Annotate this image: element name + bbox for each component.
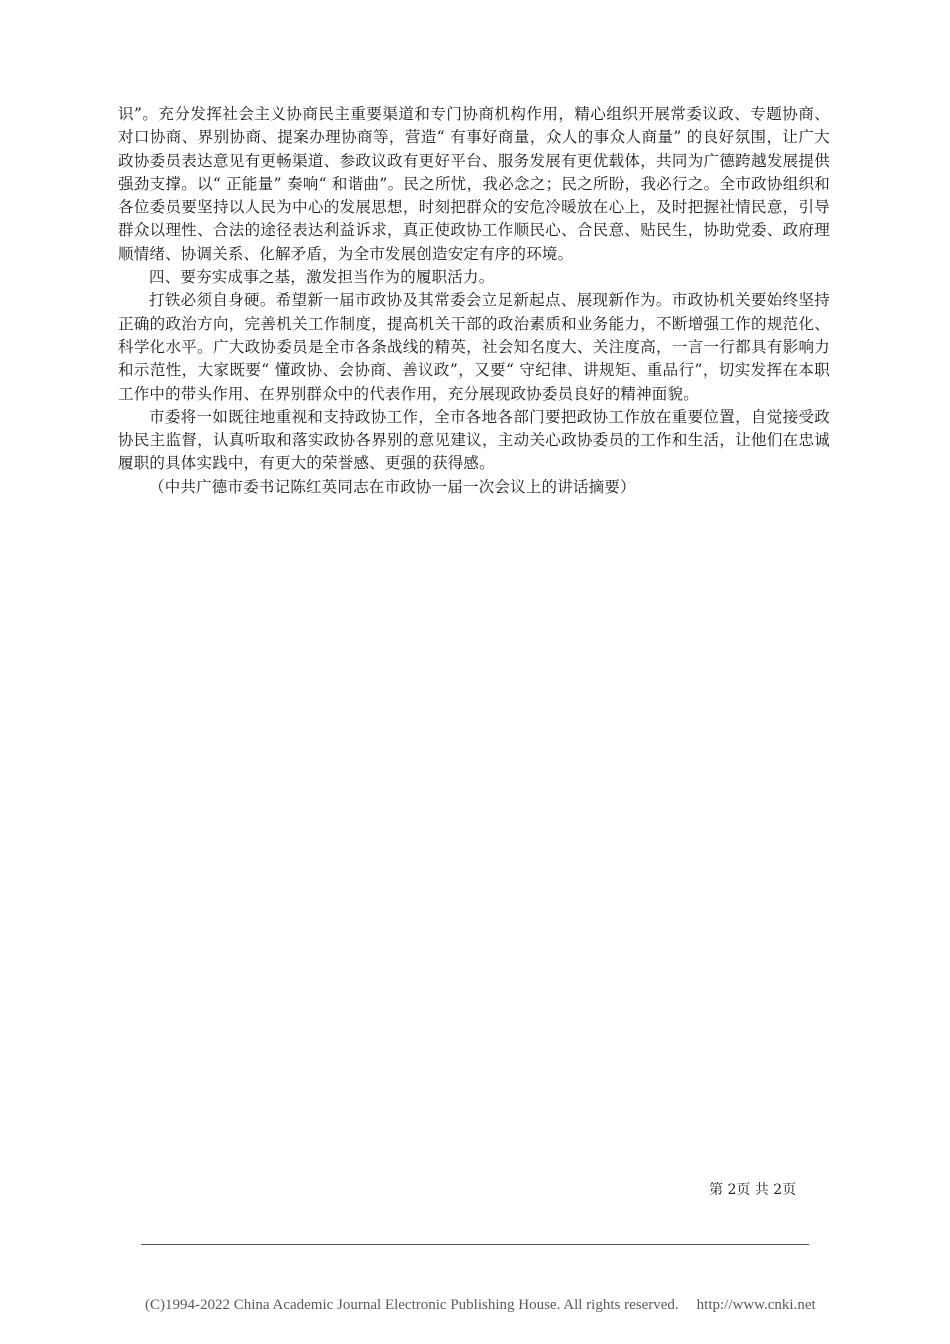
paragraph: 打铁必须自身硬。希望新一届市政协及其常委会立足新起点、展现新作为。市政协机关要始终坚持正确的政治方向，完善机关工作制度，提高机关干部的政治素质和业务能力，不断增强工作的规范化、科学化水平。广大政协委员是全市各条战线的精英，社会知名度大、关注度高，一言一行都具有影响力和示范性，大家既要“ 懂政协、会协商、善议政”，又要“ 守纪律、讲规矩、重品行”，切实发挥在本职工作中的带头作用、在界别群众中的代表作用，充分展现政协委员良好的精神面貌。 xyxy=(118,291,830,403)
section-heading: 四、要夯实成事之基，激发担当作为的履职活力。 xyxy=(149,268,495,287)
paragraph-continuation: 识”。充分发挥社会主义协商民主重要渠道和专门协商机构作用，精心组织开展常委议政、专题协商、对口协商、界别协商、提案办理协商等，营造“ 有事好商量，众人的事众人商量” 的良好氛围，让广大政协委员表达意见有更畅渠道、参政议政有更好平台、服务发展有更优载体，共同为广德跨越发展提供强劲支撑。以“ 正能量” 奏响“ 和谐曲”。民之所忧，我必念之；民之所盼，我必行之。全市政协组织和各位委员要坚持以人民为中心的发展思想，时刻把群众的安危冷暖放在心上，及时把握社情民意，引导群众以理性、合法的途径表达利益诉求，真正使政协工作顺民心、合民意、贴民生，协助党委、政府理顺情绪、协调关系、化解矛盾，为全市发展创造安定有序的环境。 xyxy=(118,105,830,263)
copyright-text: (C)1994-2022 China Academic Journal Electronic Publishing House. All rights reserved. xyxy=(145,1297,679,1313)
footer-divider xyxy=(141,1244,809,1245)
copyright-line xyxy=(145,1297,816,1314)
page-number: 第 2页 共 2页 xyxy=(709,1182,797,1198)
paragraph: 市委将一如既往地重视和支持政协工作，全市各地各部门要把政协工作放在重要位置，自觉接受政协民主监督，认真听取和落实政协各界别的意见建议，主动关心政协委员的工作和生活，让他们在忠诚履职的具体实践中，有更大的荣誉感、更强的获得感。 xyxy=(118,407,830,473)
article-body xyxy=(118,103,830,499)
cnki-url[interactable]: http://www.cnki.net xyxy=(696,1297,816,1313)
source-note: （中共广德市委书记陈红英同志在市政协一届一次会议上的讲话摘要） xyxy=(149,477,636,496)
